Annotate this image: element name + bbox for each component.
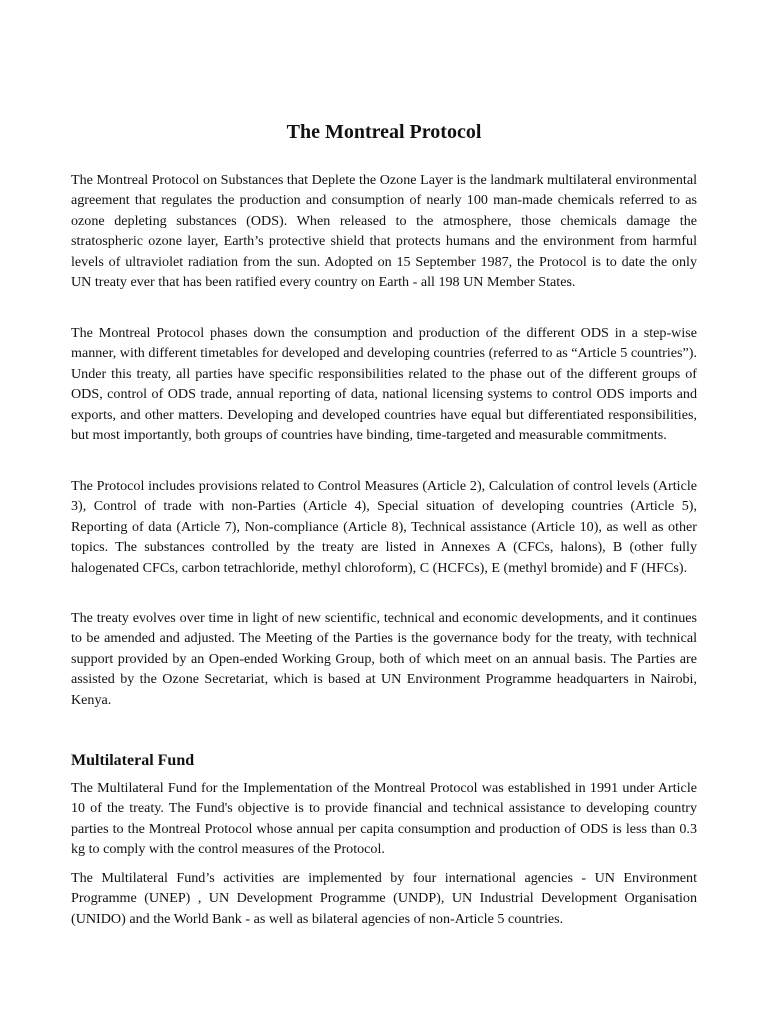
phase-down-paragraph: The Montreal Protocol phases down the consumption and production of the different ODS in a step-wise manner, with different timetables for developed and developing countries (referred to as “Article 5 countries”). Under this treaty, all parties have specific responsibilities related to the phase out of the different groups of ODS, control of ODS trade, annual reporting of data, national licensing systems to control ODS imports and exports, and other matters. Developing and developed countries have equal but differentiated responsibilities, but most importantly, both groups of countries have binding, time-targeted and measurable commitments. — [71, 325, 697, 444]
provisions-paragraph: The Protocol includes provisions related to Control Measures (Article 2), Calculation of control levels (Article 3), Control of trade with non-Parties (Article 4), Special situation of developing countries (Article 5), Reporting of data (Article 7), Non-compliance (Article 8), Technical assistance (Article 10), as well as other topics. The substances controlled by the treaty are listed in Annexes A (CFCs, halons), B (other fully halogenated CFCs, carbon tetrachloride, methyl chloroform), C (HCFCs), E (methyl bromide) and F (HFCs). — [71, 478, 697, 576]
fund-paragraph: The Multilateral Fund for the Implementation of the Montreal Protocol was established in 1991 under Article 10 of the treaty. The Fund's objective is to provide financial and technical assistance to developing country parties to the Montreal Protocol whose annual per capita consumption and production of ODS is less than 0.3 kg to comply with the control measures of the Protocol. — [71, 780, 697, 858]
document-title: The Montreal Protocol — [286, 121, 482, 143]
section-heading: Multilateral Fund — [71, 752, 195, 769]
intro-paragraph: The Montreal Protocol on Substances that Deplete the Ozone Layer is the landmark multilateral environmental agreement that regulates the production and consumption of nearly 100 man-made chemicals referred to as ozone depleting substances (ODS). When released to the atmosphere, those chemicals damage the stratospheric ozone layer, Earth’s protective shield that protects humans and the environment from harmful levels of ultraviolet radiation from the sun. Adopted on 15 September 1987, the Protocol is to date the only UN treaty ever that has been ratified every country on Earth - all 198 UN Member States. — [71, 172, 697, 291]
fund-activities-paragraph: The Multilateral Fund’s activities are implemented by four international agencies - UN Environment Programme (UNEP) , UN Development Programme (UNDP), UN Industrial Development Organisation (UNIDO) and the World Bank - as well as bilateral agencies of non-Article 5 countries. — [71, 870, 697, 927]
treaty-evolution-paragraph: The treaty evolves over time in light of new scientific, technical and economic developments, and it continues to be amended and adjusted. The Meeting of the Parties is the governance body for the treaty, with technical support provided by an Open-ended Working Group, both of which meet on an annual basis. The Parties are assisted by the Ozone Secretariat, which is based at UN Environment Programme headquarters in Nairobi, Kenya. — [71, 610, 697, 708]
